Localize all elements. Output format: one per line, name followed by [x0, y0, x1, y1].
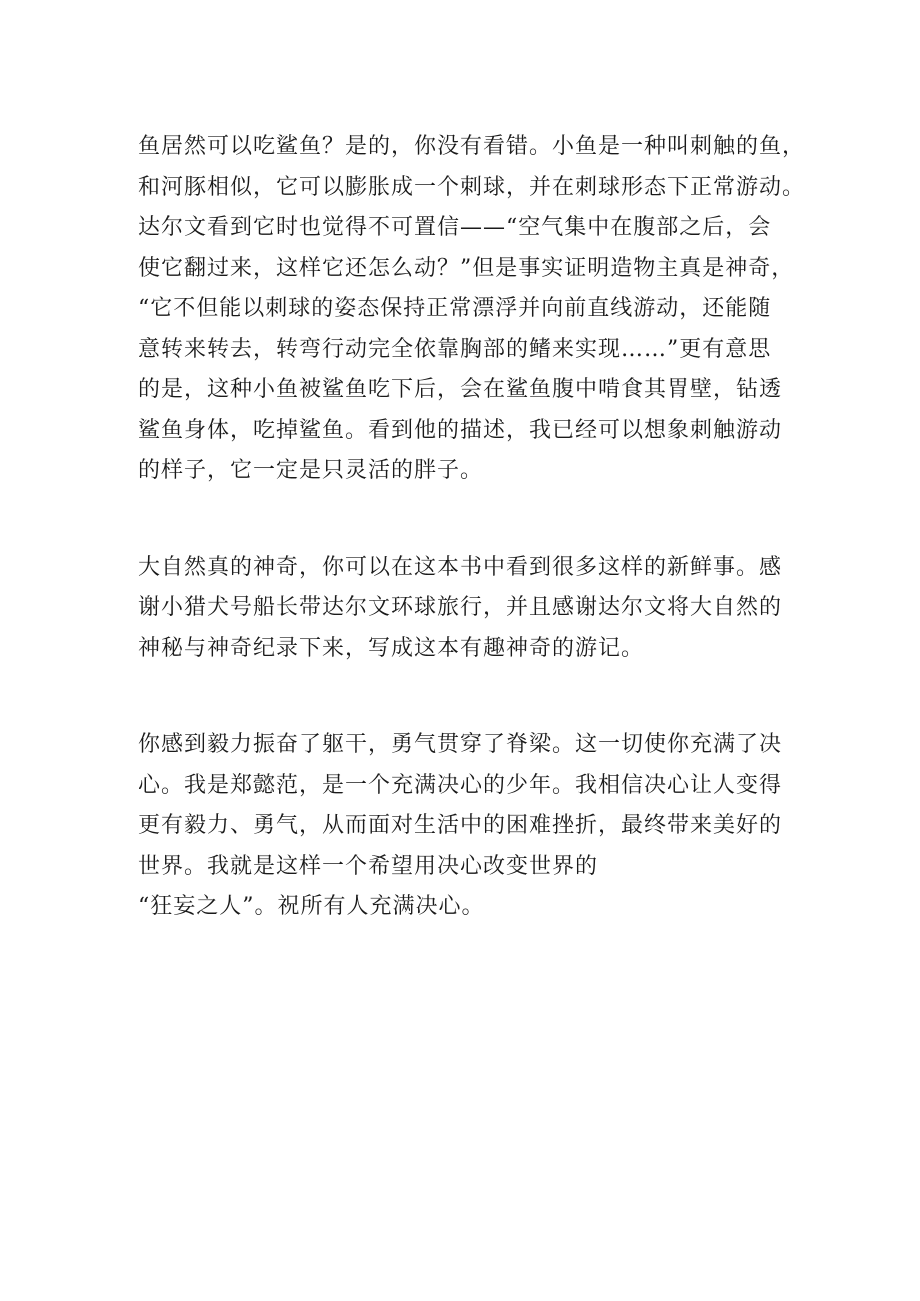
text-line: 使它翻过来，这样它还怎么动？”但是事实证明造物主真是神奇， [138, 255, 795, 281]
text-line: 神秘与神奇纪录下来，写成这本有趣神奇的游记。 [138, 635, 645, 661]
text-line: “狂妄之人”。祝所有人充满决心。 [138, 894, 485, 919]
text-line: 的是，这种小鱼被鲨鱼吃下后，会在鲨鱼腹中啃食其胃壁，钻透 [138, 377, 783, 402]
text-line: 你感到毅力振奋了躯干，勇气贯穿了脊梁。这一切使你充满了决 [138, 732, 783, 757]
text-line: 谢小猎犬号船长带达尔文环球旅行，并且感谢达尔文将大自然的 [138, 595, 783, 620]
text-line: 达尔文看到它时也觉得不可置信——“空气集中在腹部之后，会 [138, 215, 772, 240]
text-line: 心。我是郑懿范，是一个充满决心的少年。我相信决心让人变得 [138, 772, 783, 798]
paragraph-spacer [138, 492, 810, 548]
paragraph-1 [138, 127, 810, 492]
text-line: 的样子，它一定是只灵活的胖子。 [138, 458, 484, 483]
text-line: 大自然真的神奇，你可以在这本书中看到很多这样的新鲜事。感 [138, 554, 783, 580]
text-line: 世界。我就是这样一个希望用决心改变世界的 [138, 853, 599, 879]
paragraph-2 [138, 548, 810, 670]
text-line: 鲨鱼身体，吃掉鲨鱼。看到他的描述，我已经可以想象刺触游动 [138, 417, 783, 443]
text-line: 和河豚相似，它可以膨胀成一个刺球，并在刺球形态下正常游动。 [138, 174, 806, 200]
text-line: 更有毅力、勇气，从而面对生活中的困难挫折，最终带来美好的 [138, 813, 783, 838]
document-body [138, 127, 810, 928]
paragraph-3 [138, 725, 810, 928]
text-line: 鱼居然可以吃鲨鱼？是的，你没有看错。小鱼是一种叫刺触的鱼， [138, 134, 806, 159]
paragraph-spacer [138, 669, 810, 725]
text-line: “它不但能以刺球的姿态保持正常漂浮并向前直线游动，还能随 [138, 296, 772, 321]
text-line: 意转来转去，转弯行动完全依靠胸部的鳍来实现……”更有意思 [138, 336, 772, 362]
